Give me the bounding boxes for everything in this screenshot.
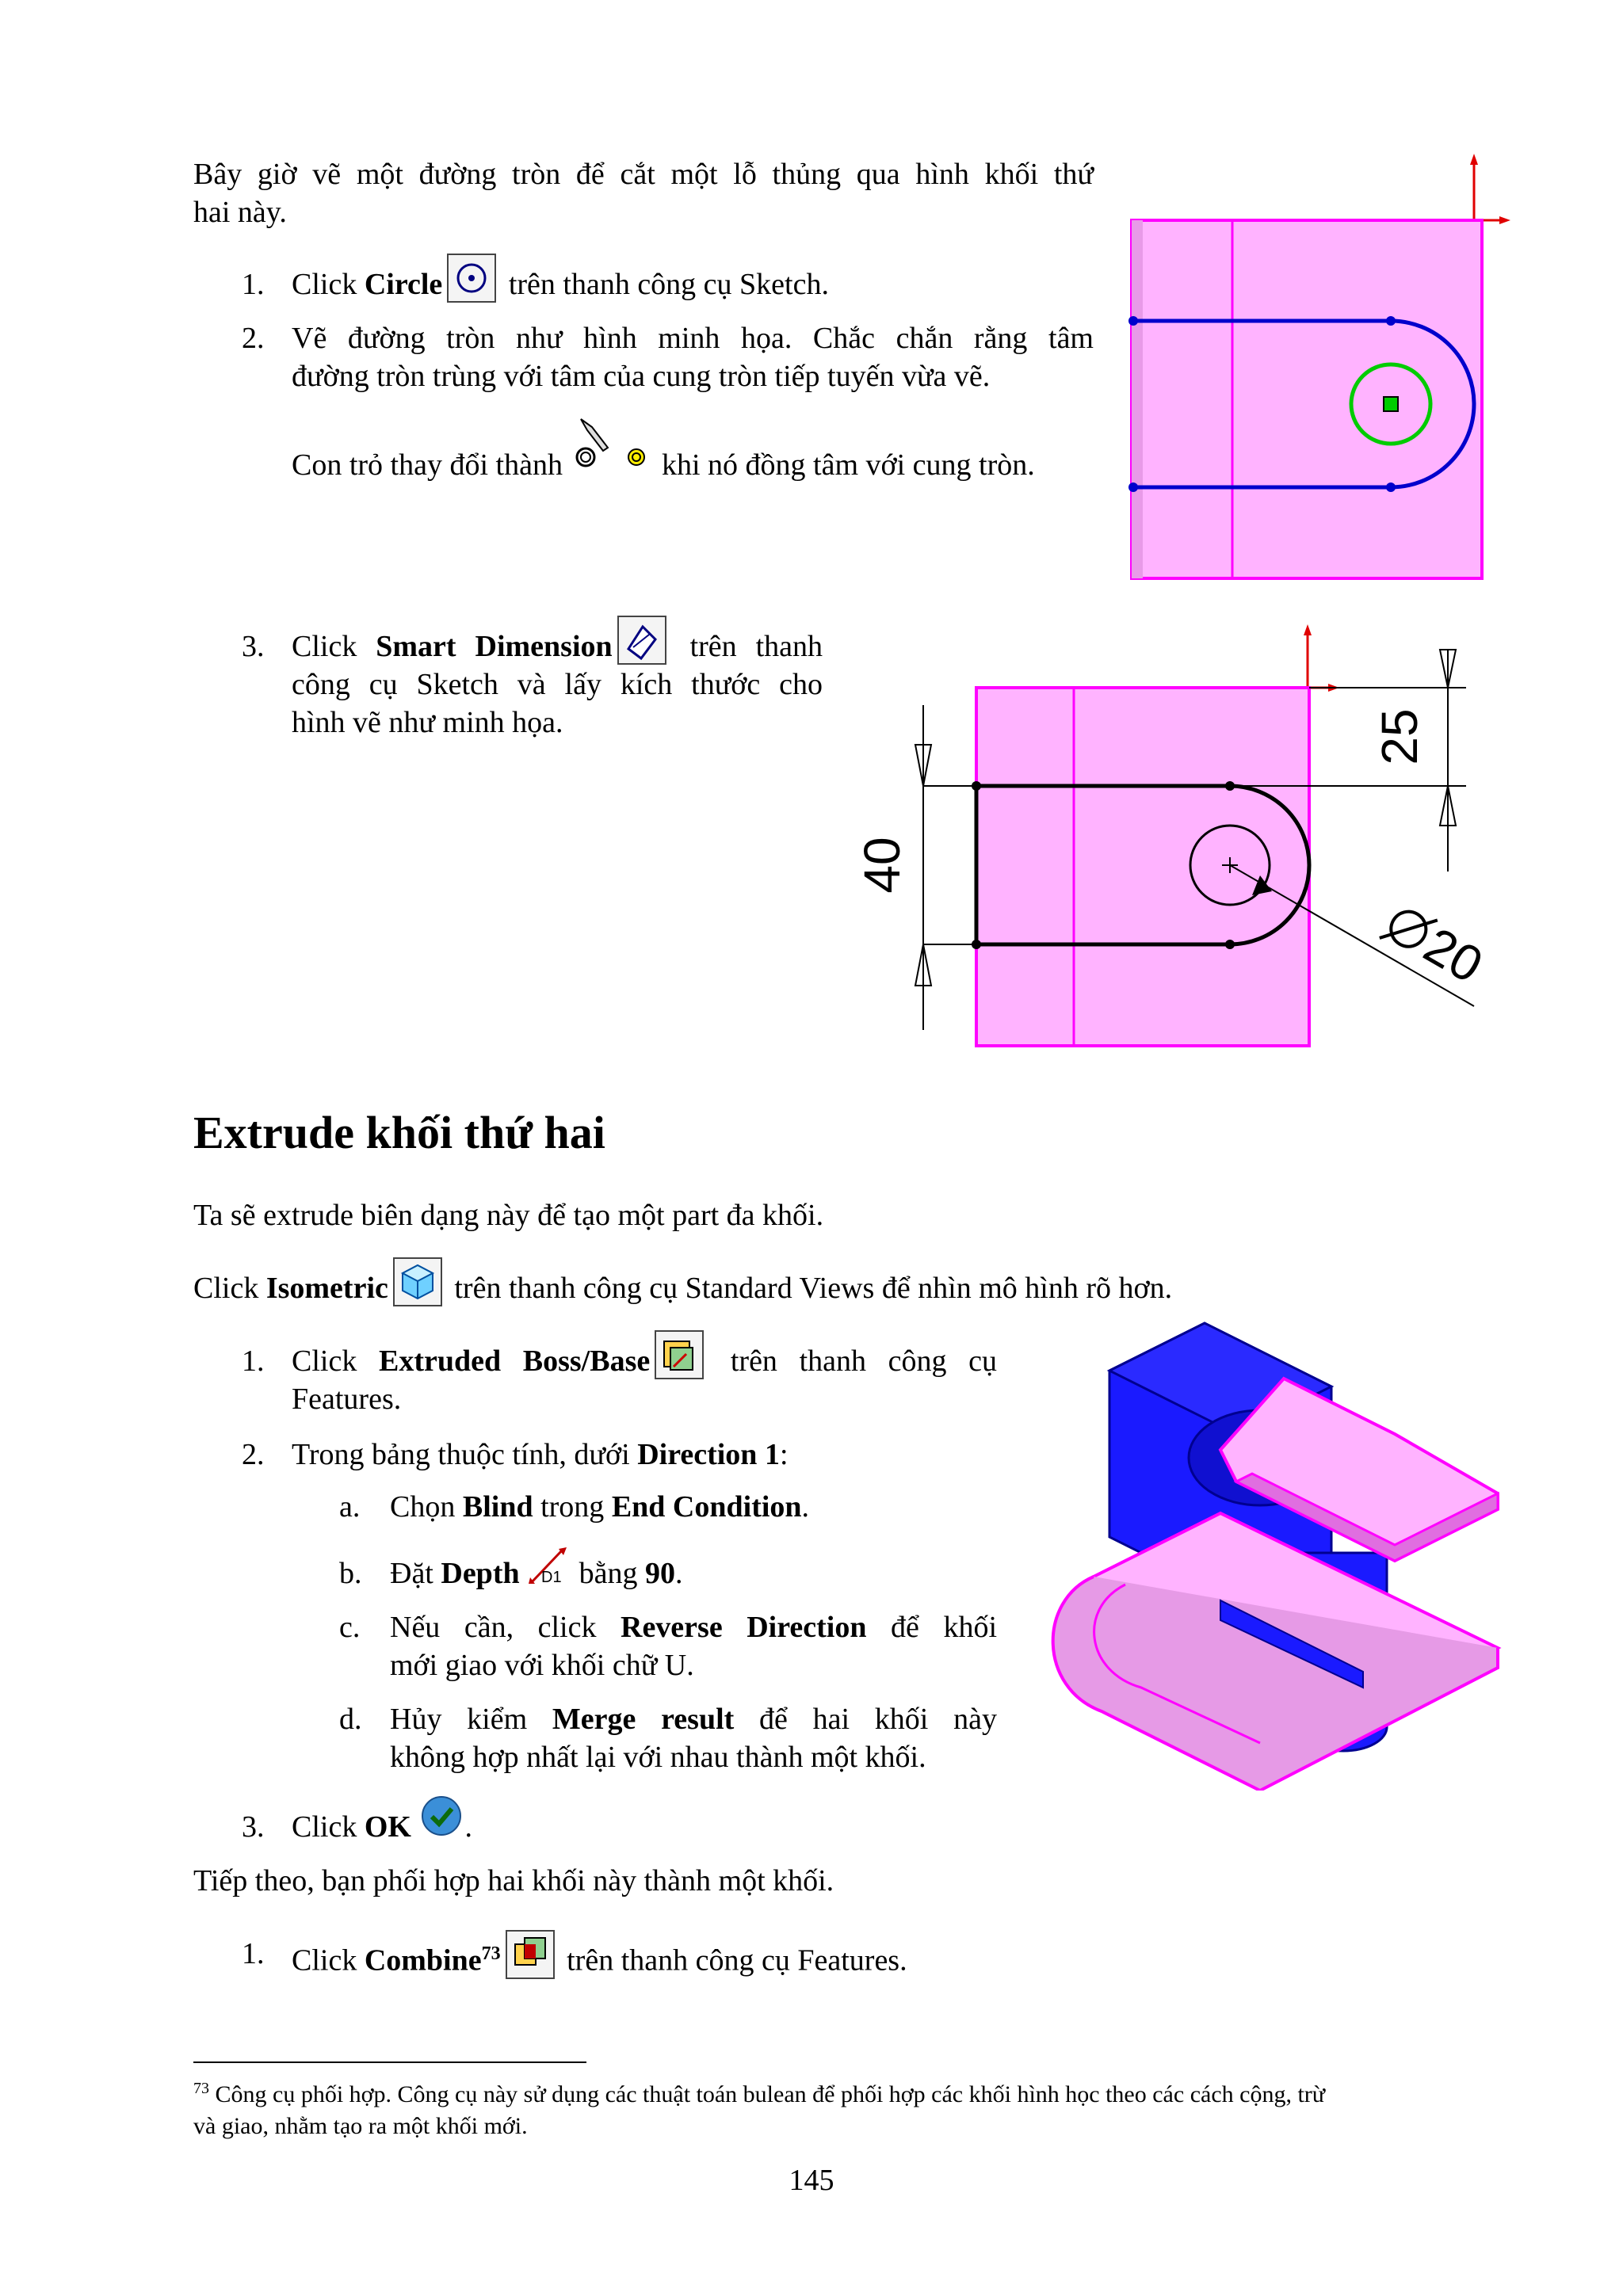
circle-tool-icon (447, 254, 496, 303)
step-number: 3. (242, 1810, 265, 1844)
step-text: trên thanh (670, 630, 823, 663)
step-number: 2. (242, 322, 265, 355)
substep-text: để khối (866, 1611, 997, 1644)
step-number: 1. (242, 268, 265, 301)
step-bold: Smart Dimension (376, 630, 613, 663)
step-text: trên thanh công cụ Sketch. (501, 268, 829, 301)
step-text: Click (292, 1344, 379, 1378)
step-number: 2. (242, 1438, 265, 1471)
substep-reverse (390, 1608, 997, 1684)
step-text: . (464, 1810, 472, 1844)
step-text: trên thanh công cụ (708, 1344, 997, 1378)
substep-text: Chọn (390, 1490, 463, 1524)
step-text: Click (292, 268, 365, 301)
step-line: công cụ Sketch và lấy kích thước cho (292, 668, 823, 701)
step-combine (292, 1935, 1322, 1980)
step-smart-dimension (292, 627, 823, 742)
step-bold: Extruded Boss/Base (378, 1344, 651, 1378)
substep-depth (390, 1554, 682, 1592)
paragraph: Ta sẽ extrude biên dạng này để tạo một part đa khối. (193, 1199, 824, 1232)
substep-label: a. (339, 1490, 361, 1524)
combine-icon (506, 1930, 555, 1979)
dim-40-label: 40 (854, 837, 911, 894)
footnote (193, 2073, 1493, 2142)
substep-label: d. (339, 1703, 362, 1736)
ok-checkmark-icon (418, 1793, 464, 1839)
step-text: Click (292, 630, 376, 663)
step-draw-circle (292, 319, 1094, 395)
page-number: 145 (789, 2164, 834, 2197)
step-line: đường tròn trùng với tâm của cung tròn tiếp tuyến vừa vẽ. (292, 360, 991, 393)
substep-bold: Depth (441, 1557, 520, 1590)
substep-bold: Reverse Direction (621, 1611, 867, 1644)
isometric-view-icon (393, 1257, 442, 1306)
substep-label: c. (339, 1611, 361, 1644)
multibody-isometric-figure (1022, 1315, 1514, 1791)
intro-line-2: hai này. (193, 196, 287, 229)
step-bold: Direction 1 (637, 1438, 780, 1471)
step-ok (292, 1808, 472, 1846)
substep-bold: End Condition (611, 1490, 802, 1524)
substep-text: trong (533, 1490, 612, 1524)
footnote-rule (193, 2061, 586, 2063)
step-line: Features. (292, 1383, 402, 1416)
substep-merge (390, 1700, 997, 1776)
step-text: trên thanh công cụ Features. (559, 1943, 907, 1978)
para-text: Click (193, 1272, 266, 1305)
para-bold: Isometric (265, 1272, 388, 1305)
note-text: khi nó đồng tâm với cung tròn. (654, 448, 1035, 482)
substep-text: Đặt (390, 1557, 441, 1590)
dim-25-label: 25 (1371, 708, 1428, 765)
substep-text: . (801, 1490, 810, 1524)
substep-text: để hai khối này (734, 1703, 997, 1736)
step-bold: Circle (364, 268, 443, 301)
sketch-circle-figure (1125, 151, 1522, 594)
substep-text: . (674, 1557, 683, 1590)
substep-text: Hủy kiểm (390, 1703, 552, 1736)
substep-line: mới giao với khối chữ U. (390, 1649, 694, 1682)
substep-text: bằng (571, 1557, 645, 1590)
step-line: Vẽ đường tròn như hình minh họa. Chắc chắn rằng tâm (292, 322, 1094, 355)
step-bold: Combine (364, 1943, 482, 1978)
step-bold: OK (364, 1810, 411, 1844)
smart-dimension-icon (617, 616, 666, 665)
step-number: 3. (242, 630, 265, 663)
substep-line: không hợp nhất lại với nhau thành một khối. (390, 1741, 926, 1774)
step-text: : (779, 1438, 789, 1471)
step-extruded-boss (292, 1342, 997, 1418)
step-number: 1. (242, 1937, 265, 1970)
footnote-text: và giao, nhằm tạo ra một khối mới. (193, 2113, 528, 2139)
substep-bold: Merge result (552, 1703, 735, 1736)
note-text: Con trỏ thay đổi thành (292, 448, 571, 482)
intro-line-1: Bây giờ vẽ một đường tròn để cắt một lỗ thủng qua hình khối thứ (193, 158, 1094, 191)
step-number: 1. (242, 1344, 265, 1378)
step-circle (292, 265, 1100, 303)
section-title: Extrude khối thứ hai (193, 1107, 605, 1158)
footnote-number: 73 (193, 2080, 209, 2097)
substep-text: Nếu cần, click (390, 1611, 621, 1644)
step-text: Click (292, 1943, 365, 1978)
step-text: Click (292, 1810, 365, 1844)
depth-icon-text: D1 (541, 1569, 562, 1586)
intro-paragraph (193, 155, 1094, 231)
dimension-figure (840, 618, 1522, 1062)
substep-label: b. (339, 1557, 362, 1590)
paragraph-isometric (193, 1269, 1541, 1307)
substep-blind (390, 1488, 809, 1526)
extruded-boss-icon (655, 1330, 704, 1379)
step-line: hình vẽ như minh họa. (292, 706, 563, 739)
step-direction (292, 1436, 789, 1474)
footnote-ref[interactable]: 73 (481, 1943, 501, 1964)
part-shade (1132, 220, 1143, 578)
concentric-cursor-icon (570, 432, 654, 479)
step-text: Trong bảng thuộc tính, dưới (292, 1438, 638, 1471)
paragraph: Tiếp theo, bạn phối hợp hai khối này thành một khối. (193, 1864, 834, 1897)
depth-icon (527, 1546, 571, 1585)
footnote-text: Công cụ phối hợp. Công cụ này sử dụng các thuật toán bulean để phối hợp các khối hình học theo các cách cộng, trừ (209, 2081, 1326, 2107)
substep-bold: Blind (462, 1490, 533, 1524)
dim-20-label: 20 (1415, 916, 1492, 994)
substep-bold: 90 (644, 1557, 675, 1590)
part-face (976, 688, 1309, 1046)
para-text: trên thanh công cụ Standard Views để nhìn mô hình rõ hơn. (446, 1272, 1173, 1305)
cursor-note (292, 446, 1100, 484)
